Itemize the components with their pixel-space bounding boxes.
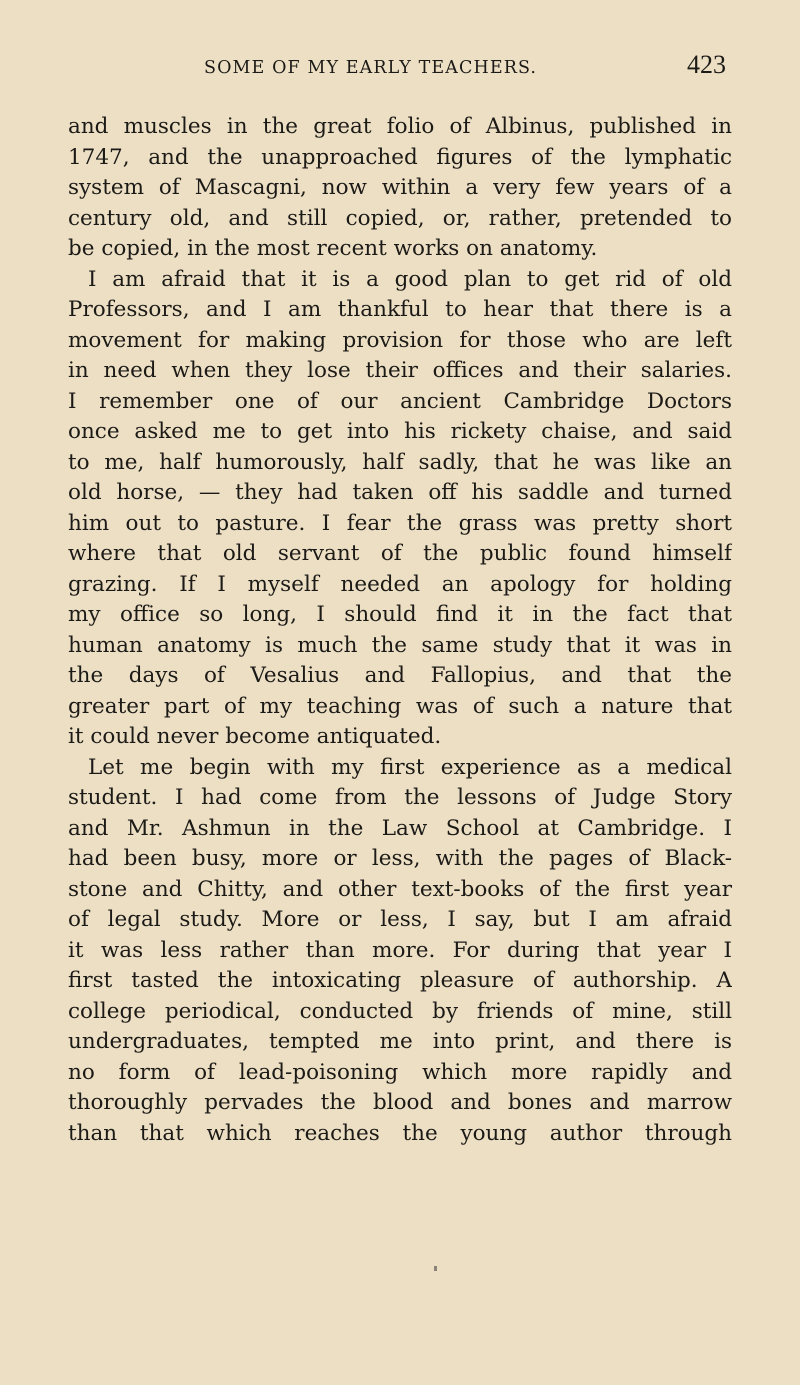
text-line: once asked me to get into his rickety chaise, and said — [68, 419, 732, 444]
text-line: I am afraid that it is a good plan to get rid of old — [88, 266, 732, 292]
text-line: old horse, — they had taken off his saddle and turned — [68, 480, 732, 505]
text-line: system of Mascagni, now within a very few years of a — [68, 175, 732, 200]
text-line: movement for making provision for those who are left — [68, 327, 732, 353]
text-line: human anatomy is much the same study that it was in — [68, 632, 732, 658]
text-line: student. I had come from the lessons of Judge Story — [68, 785, 732, 810]
ink-speck — [434, 1266, 437, 1271]
text-line: it could never become antiquated. — [68, 724, 442, 749]
text-line: undergraduates, tempted me into print, and there is — [68, 1029, 732, 1054]
text-line: no form of lead-poisoning which more rapidly and — [68, 1059, 732, 1085]
text-line: Professors, and I am thankful to hear that there is a — [68, 297, 732, 322]
text-line: in need when they lose their offices and their salaries. — [68, 358, 732, 383]
text-line: and Mr. Ashmun in the Law School at Cambridge. I — [68, 815, 732, 841]
text-line: Let me begin with my first experience as a medical — [88, 754, 732, 780]
text-line: my office so long, I should find it in the fact that — [68, 602, 732, 627]
text-line: 1747, and the unapproached figures of the lymphatic — [68, 144, 732, 170]
text-line: stone and Chitty, and other text-books of the first year — [68, 876, 732, 902]
running-head — [68, 46, 732, 86]
text-line: college periodical, conducted by friends of mine, still — [68, 998, 732, 1024]
body-text — [68, 112, 732, 1149]
running-title: SOME OF MY EARLY TEACHERS. — [204, 58, 538, 78]
text-line: grazing. If I myself needed an apology for holding — [68, 571, 732, 597]
page-number: 423 — [687, 50, 726, 79]
text-line: where that old servant of the public found himself — [68, 541, 732, 566]
text-line: it was less rather than more. For during that year I — [68, 937, 732, 963]
text-line: of legal study. More or less, I say, but I am afraid — [68, 907, 732, 932]
text-line: I remember one of our ancient Cambridge Doctors — [68, 388, 732, 414]
text-line: be copied, in the most recent works on anatomy. — [68, 236, 598, 261]
text-line: had been busy, more or less, with the pages of Black- — [68, 846, 732, 871]
text-line: first tasted the intoxicating pleasure of authorship. A — [68, 968, 732, 993]
text-line: to me, half humorously, half sadly, that he was like an — [68, 449, 732, 475]
text-line: than that which reaches the young author through — [68, 1120, 732, 1146]
text-line: century old, and still copied, or, rather, pretended to — [68, 205, 732, 231]
text-line: and muscles in the great folio of Albinus, published in — [68, 114, 732, 139]
text-line: greater part of my teaching was of such a nature that — [68, 693, 732, 719]
text-line: the days of Vesalius and Fallopius, and that the — [68, 663, 732, 688]
text-line: thoroughly pervades the blood and bones and marrow — [68, 1090, 732, 1115]
text-line: him out to pasture. I fear the grass was pretty short — [68, 510, 732, 536]
